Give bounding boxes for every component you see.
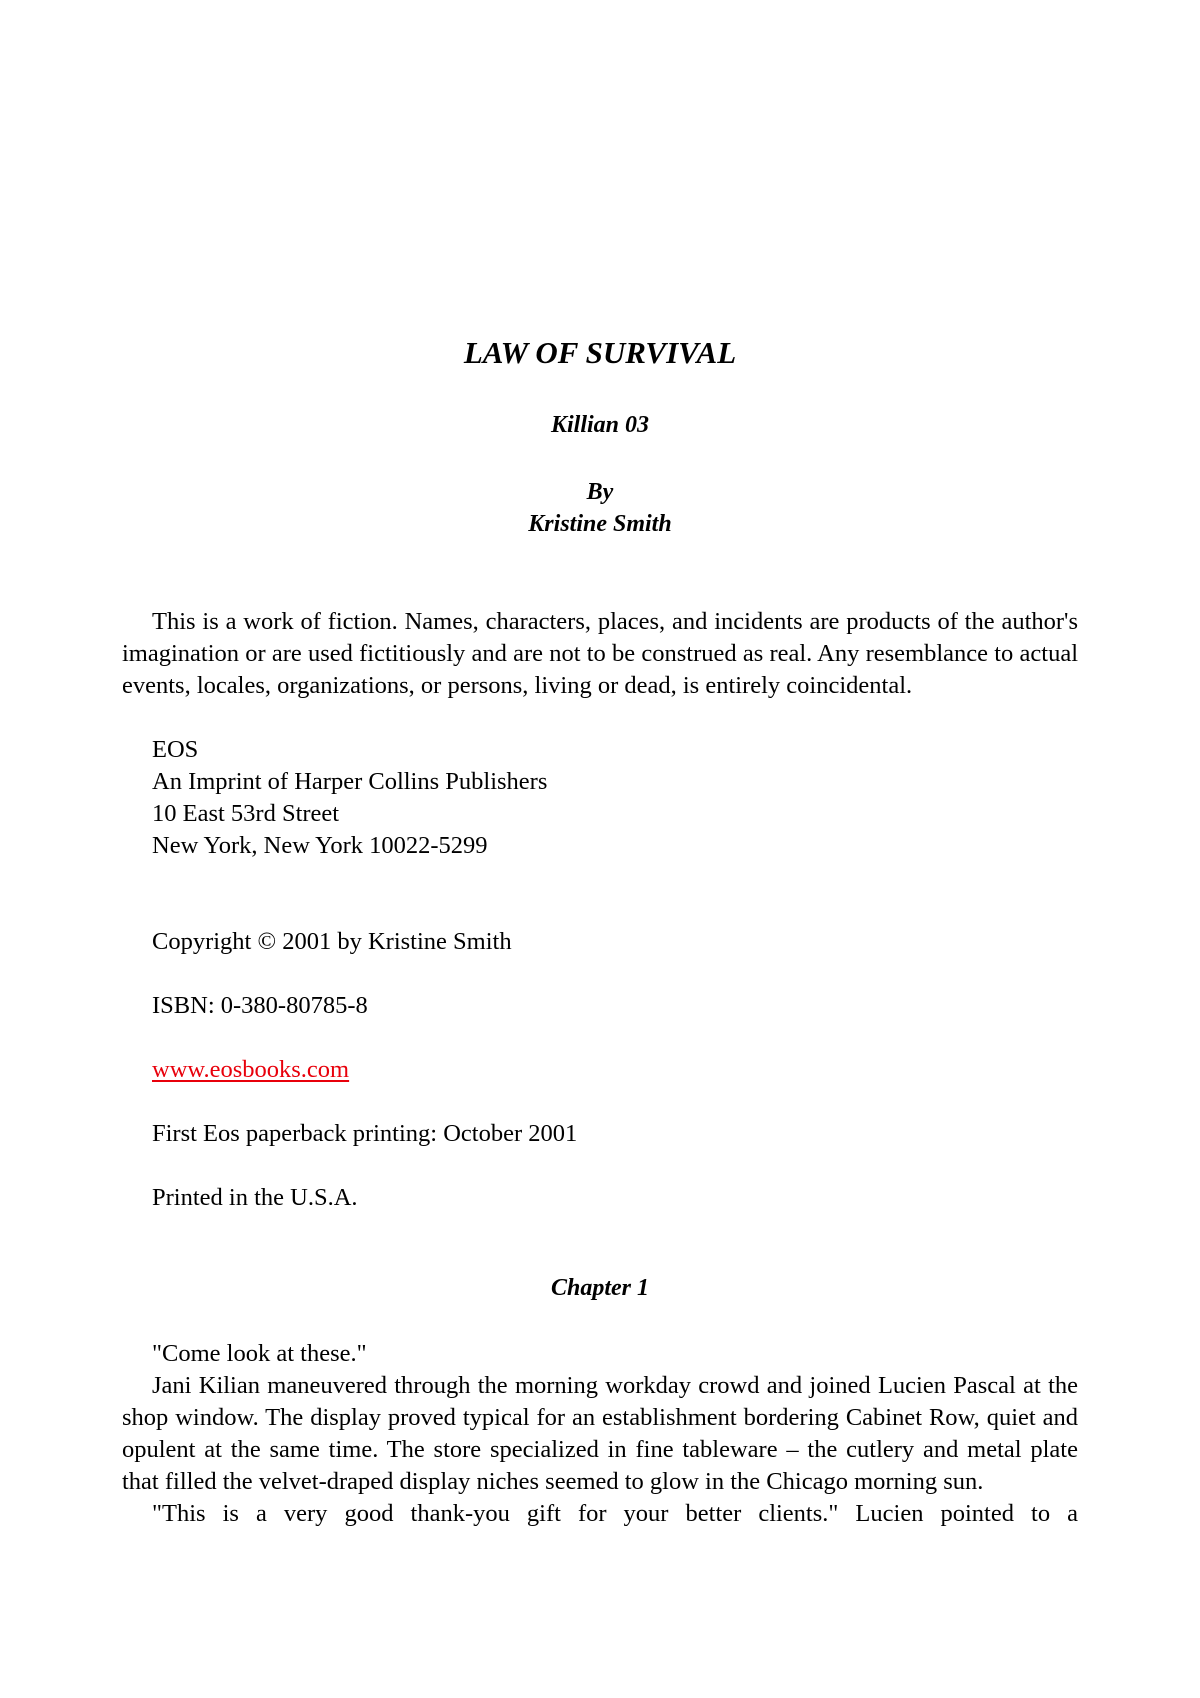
copyright-notice: Copyright © 2001 by Kristine Smith [152,928,512,955]
paragraph: "This is a very good thank-you gift for your better clients." Lucien pointed to a [152,1500,1078,1527]
website-link[interactable]: www.eosbooks.com [152,1056,350,1083]
publisher-address [152,734,547,862]
by-label: By [586,479,614,505]
website-line [152,1054,349,1086]
isbn-line: ISBN: 0-380-80785-8 [152,992,368,1019]
printing-line: First Eos paperback printing: October 2001 [152,1120,578,1147]
publisher-name: EOS [152,736,199,763]
chapter-body [122,1338,1078,1530]
paragraph: "Come look at these." [152,1340,367,1367]
series-subtitle: Killian 03 [550,412,650,438]
publisher-street: 10 East 53rd Street [152,800,340,827]
publisher-city: New York, New York 10022-5299 [152,832,488,859]
chapter-heading: Chapter 1 [550,1275,649,1301]
publisher-imprint: An Imprint of Harper Collins Publishers [152,768,548,795]
book-title: LAW OF SURVIVAL [463,335,737,370]
printed-in-line: Printed in the U.S.A. [152,1184,358,1211]
paragraph: Jani Kilian maneuvered through the morning workday crowd and joined Lucien Pascal at the shop window. The display proved typical for an establishment bordering Cabinet Row, quiet and opulent at the same time. The store specialized in fine tableware – the cutlery and metal plate that filled the velvet-draped display niches seemed to glow in the Chicago morning sun. [122,1372,1078,1495]
fiction-disclaimer: This is a work of fiction. Names, characters, places, and incidents are products of the author's imagination or are used fictitiously and are not to be construed as real. Any resemblance to actual events, locales, organizations, or persons, living or dead, is entirely coincidental. [122,608,1078,699]
author-name: Kristine Smith [528,511,672,537]
